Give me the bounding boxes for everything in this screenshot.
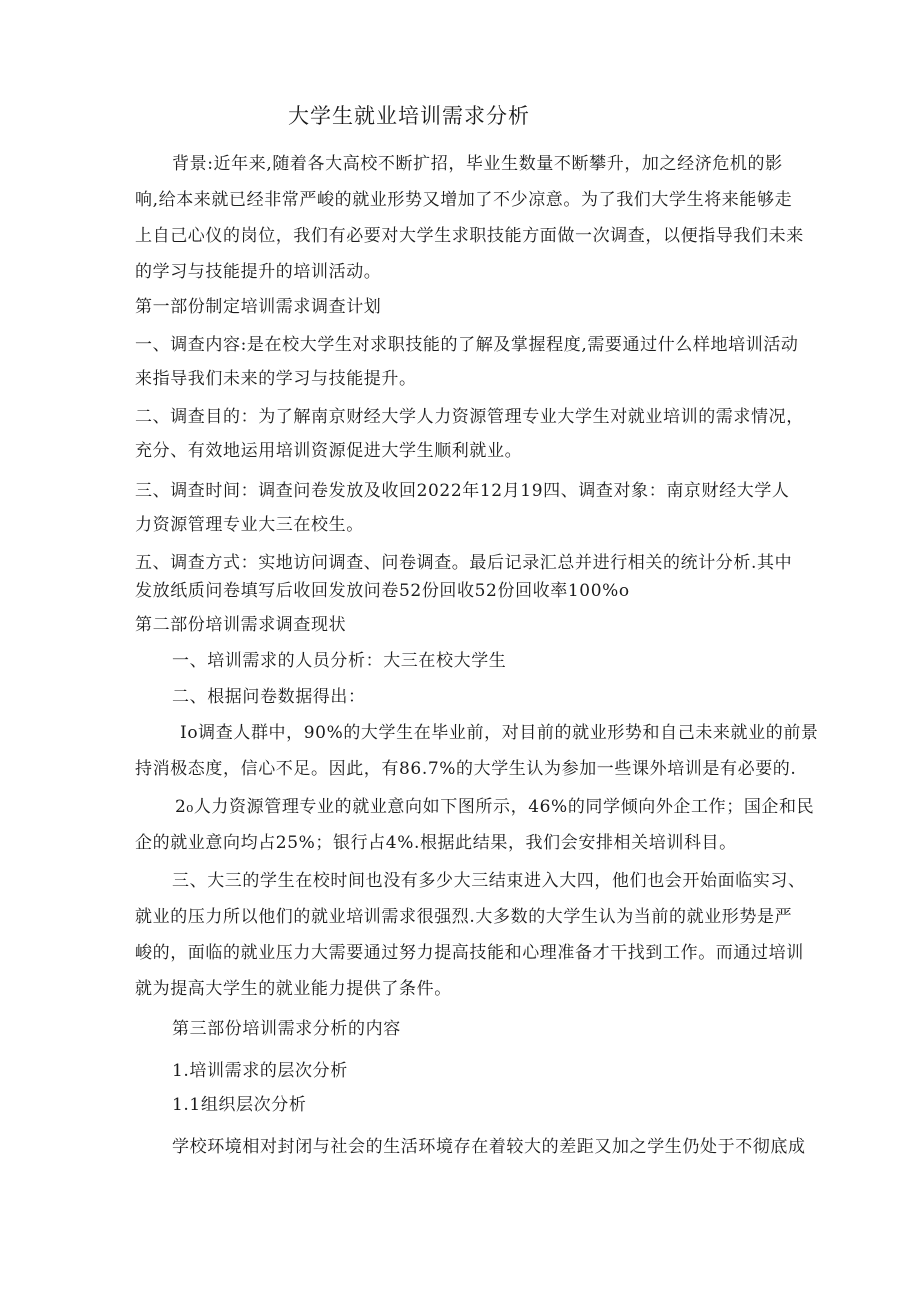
paragraph-line: 持消极态度，信心不足。因此，有86.7%的大学生认为参加一些课外培训是有必要的. bbox=[135, 759, 797, 779]
paragraph-line: 峻的，面临的就业压力大需要通过努力提高技能和心理准备才干找到工作。而通过培训 bbox=[135, 943, 804, 963]
paragraph-line: 三、调查时间：调查问卷发放及收回2022年12月19四、调查对象：南京财经大学人 bbox=[135, 481, 790, 501]
paragraph-line: 二、调查目的：为了解南京财经大学人力资源管理专业大学生对就业培训的需求情况， bbox=[135, 407, 804, 427]
paragraph-line: 上自己心仪的岗位，我们有必要对大学生求职技能方面做一次调查，以便指导我们未来 bbox=[135, 226, 804, 246]
paragraph-line: 的学习与技能提升的培训活动。 bbox=[135, 262, 382, 282]
paragraph-line: 企的就业意向均占25%；银行占4%.根据此结果，我们会安排相关培训科目。 bbox=[135, 833, 737, 853]
section-heading: 第一部份制定培训需求调查计划 bbox=[135, 297, 382, 317]
paragraph-line: 一、调查内容:是在校大学生对求职技能的了解及掌握程度,需要通过什么样地培训活动 bbox=[135, 335, 799, 355]
paragraph-line: 就为提高大学生的就业能力提供了条件。 bbox=[135, 979, 452, 999]
section-heading: 第二部份培训需求调查现状 bbox=[135, 615, 347, 635]
paragraph-line: Io调查人群中，90%的大学生在毕业前，对目前的就业形势和自己未来就业的前景 bbox=[180, 723, 819, 743]
paragraph-line: 2₀人力资源管理专业的就业意向如下图所示，46%的同学倾向外企工作；国企和民 bbox=[175, 797, 815, 817]
document-title: 大学生就业培训需求分析 bbox=[288, 104, 530, 128]
paragraph-line: 五、调查方式：实地访问调查、问卷调查。最后记录汇总并进行相关的统计分析.其中 bbox=[135, 553, 793, 573]
paragraph-line: 学校环境相对封闭与社会的生活环境存在着较大的差距又加之学生仍处于不彻底成 bbox=[172, 1137, 806, 1157]
paragraph-line: 就业的压力所以他们的就业培训需求很强烈.大多数的大学生认为当前的就业形势是严 bbox=[135, 907, 793, 927]
paragraph-line: 力资源管理专业大三在校生。 bbox=[135, 515, 364, 535]
paragraph-line: 三、大三的学生在校时间也没有多少大三结束进入大四，他们也会开始面临实习、 bbox=[172, 871, 806, 891]
paragraph-line: 背景:近年来,随着各大高校不断扩招，毕业生数量不断攀升，加之经济危机的影 bbox=[172, 154, 783, 174]
paragraph-line: 响,给本来就已经非常严峻的就业形势又增加了不少凉意。为了我们大学生将来能够走 bbox=[135, 190, 793, 210]
subsection-heading: 1.培训需求的层次分析 bbox=[172, 1061, 348, 1081]
paragraph-line: 发放纸质问卷填写后收回发放问卷52份回收52份回收率100%o bbox=[135, 581, 630, 601]
subsection-heading: 1.1组织层次分析 bbox=[172, 1095, 307, 1115]
section-heading: 第三部份培训需求分析的内容 bbox=[172, 1019, 401, 1039]
paragraph-line: 一、培训需求的人员分析：大三在校大学生 bbox=[172, 651, 507, 671]
paragraph-line: 充分、有效地运用培训资源促进大学生顺利就业。 bbox=[135, 441, 523, 461]
paragraph-line: 来指导我们未来的学习与技能提升。 bbox=[135, 369, 417, 389]
paragraph-line: 二、根据问卷数据得出： bbox=[172, 687, 366, 707]
